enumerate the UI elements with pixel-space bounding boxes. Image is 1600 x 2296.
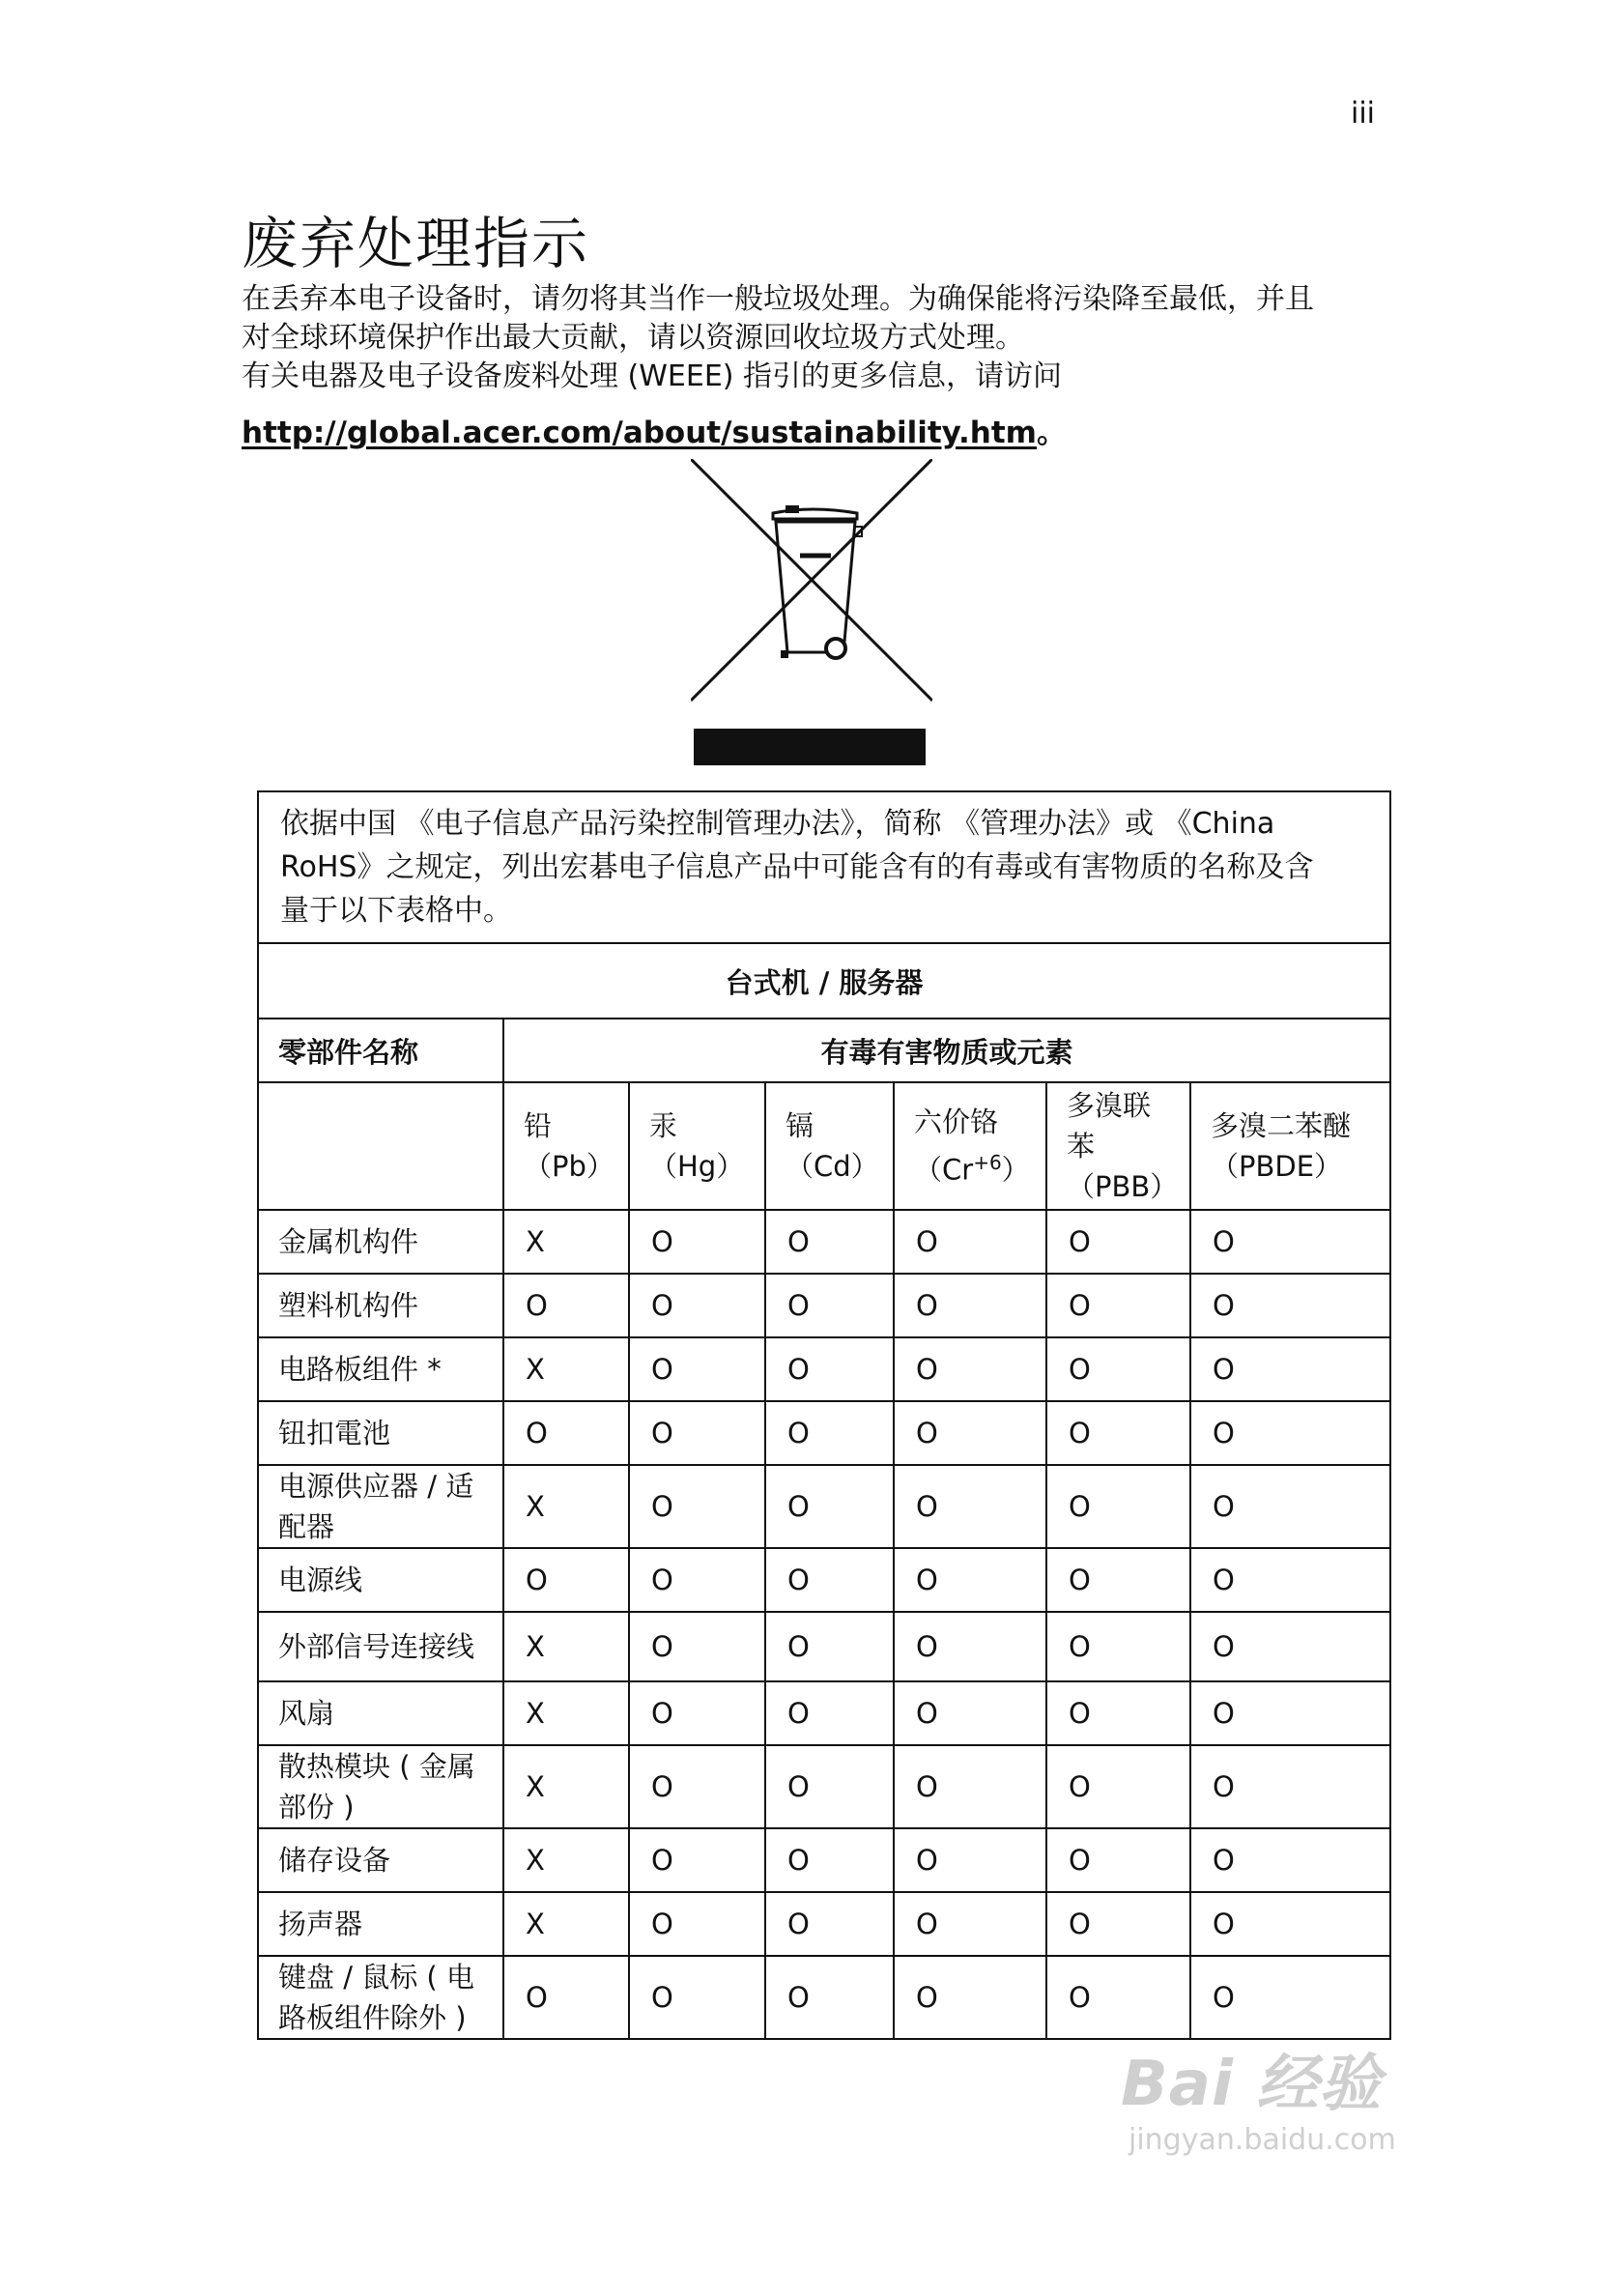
substance-value-cell: O xyxy=(1046,1401,1190,1465)
substance-value-cell: O xyxy=(1046,1548,1190,1612)
table-body xyxy=(258,1210,1390,2039)
substance-value-cell: X xyxy=(503,1745,629,1828)
table-row xyxy=(258,1548,1390,1612)
col-header-pb xyxy=(503,1082,629,1210)
substance-value-cell: O xyxy=(1046,1612,1190,1681)
substance-value-cell: X xyxy=(503,1337,629,1401)
substance-value-cell: O xyxy=(1190,1274,1390,1337)
col-symbol: （Cd） xyxy=(786,1150,879,1183)
substance-value-cell: O xyxy=(1190,1612,1390,1681)
substance-value-cell: O xyxy=(629,1612,765,1681)
substance-value-cell: O xyxy=(894,1745,1046,1828)
part-name-header: 零部件名称 xyxy=(258,1019,503,1082)
substance-value-cell: O xyxy=(1190,1956,1390,2039)
link-line xyxy=(242,408,1067,451)
hazardous-substances-table xyxy=(257,790,1391,2040)
substance-value-cell: O xyxy=(765,1274,894,1337)
link-suffix: 。 xyxy=(1036,416,1067,450)
substance-value-cell: O xyxy=(1046,1210,1190,1274)
substance-value-cell: O xyxy=(503,1274,629,1337)
part-name-cell: 扬声器 xyxy=(258,1892,503,1956)
substance-value-cell: O xyxy=(765,1612,894,1681)
table-intro-line-2: RoHS》之规定，列出宏碁电子信息产品中可能含有的有毒或有害物质的名称及含 xyxy=(280,850,1314,884)
part-name-cell: 金属机构件 xyxy=(258,1210,503,1274)
substance-value-cell: O xyxy=(894,1274,1046,1337)
part-name-cell: 电源线 xyxy=(258,1548,503,1612)
page-title: 废弃处理指示 xyxy=(242,211,590,276)
col-superscript: +6 xyxy=(973,1151,1002,1175)
substance-value-cell: O xyxy=(894,1401,1046,1465)
substance-value-cell: O xyxy=(503,1548,629,1612)
substance-value-cell: O xyxy=(1190,1745,1390,1828)
substance-value-cell: O xyxy=(1190,1337,1390,1401)
part-name-cell: 外部信号连接线 xyxy=(258,1612,503,1681)
col-name: 六价铬 xyxy=(914,1105,999,1139)
col-name: 汞 xyxy=(649,1109,678,1142)
substance-value-cell: O xyxy=(1046,1745,1190,1828)
table-row xyxy=(258,1681,1390,1745)
substance-value-cell: O xyxy=(629,1337,765,1401)
substance-value-cell: O xyxy=(765,1892,894,1956)
table-row xyxy=(258,1401,1390,1465)
weee-crossed-bin-icon xyxy=(691,459,932,710)
substance-header: 有毒有害物质或元素 xyxy=(503,1019,1390,1082)
substance-value-cell: X xyxy=(503,1828,629,1892)
part-name-cell: 电路板组件 * xyxy=(258,1337,503,1401)
table-row xyxy=(258,1745,1390,1828)
substance-value-cell: O xyxy=(894,1337,1046,1401)
substance-value-cell: O xyxy=(629,1828,765,1892)
substance-value-cell: O xyxy=(1190,1681,1390,1745)
table-row xyxy=(258,1274,1390,1337)
table-row xyxy=(258,1956,1390,2039)
part-name-cell: 塑料机构件 xyxy=(258,1274,503,1337)
part-name-cell: 钮扣電池 xyxy=(258,1401,503,1465)
col-symbol xyxy=(914,1142,1030,1191)
substance-value-cell: O xyxy=(1046,1892,1190,1956)
substance-value-cell: O xyxy=(1190,1548,1390,1612)
col-name: 镉 xyxy=(786,1109,814,1142)
col-name: 多溴二苯醚 xyxy=(1211,1109,1352,1142)
substance-value-cell: O xyxy=(629,1548,765,1612)
part-name-cell: 散热模块 ( 金属部份 ) xyxy=(258,1745,503,1828)
col-symbol: （PBB） xyxy=(1067,1170,1179,1203)
empty-header-cell xyxy=(258,1082,503,1210)
col-header-hg xyxy=(629,1082,765,1210)
col-name: 多溴联苯 xyxy=(1067,1089,1152,1162)
substance-value-cell: X xyxy=(503,1612,629,1681)
table-intro xyxy=(258,791,1390,943)
substance-value-cell: O xyxy=(894,1828,1046,1892)
paragraph-line-3: 有关电器及电子设备废料处理 (WEEE) 指引的更多信息，请访问 xyxy=(242,359,1063,393)
substance-value-cell: O xyxy=(894,1956,1046,2039)
substance-value-cell: O xyxy=(629,1465,765,1548)
col-symbol: （Pb） xyxy=(524,1150,614,1183)
substance-value-cell: O xyxy=(894,1548,1046,1612)
substance-value-cell: X xyxy=(503,1892,629,1956)
table-intro-line-1: 依据中国 《电子信息产品污染控制管理办法》，简称 《管理办法》或 《China xyxy=(280,807,1275,841)
substance-value-cell: O xyxy=(1046,1274,1190,1337)
substance-value-cell: O xyxy=(894,1681,1046,1745)
substance-value-cell: O xyxy=(1190,1401,1390,1465)
table-row xyxy=(258,1892,1390,1956)
table-row xyxy=(258,1612,1390,1681)
part-name-cell: 电源供应器 / 适配器 xyxy=(258,1465,503,1548)
substance-value-cell: O xyxy=(765,1828,894,1892)
substance-value-cell: O xyxy=(765,1681,894,1745)
substance-value-cell: X xyxy=(503,1210,629,1274)
substance-value-cell: O xyxy=(503,1956,629,2039)
substance-value-cell: O xyxy=(629,1210,765,1274)
part-name-cell: 键盘 / 鼠标 ( 电路板组件除外 ) xyxy=(258,1956,503,2039)
table-row xyxy=(258,1210,1390,1274)
baidu-watermark xyxy=(1121,2034,1396,2157)
paragraph-line-2: 对全球环境保护作出最大贡献，请以资源回收垃圾方式处理。 xyxy=(242,321,1024,355)
substance-value-cell: O xyxy=(765,1956,894,2039)
table-row xyxy=(258,1337,1390,1401)
part-name-cell: 风扇 xyxy=(258,1681,503,1745)
col-name: 铅 xyxy=(524,1109,553,1142)
substance-value-cell: O xyxy=(765,1401,894,1465)
substance-value-cell: X xyxy=(503,1681,629,1745)
substance-value-cell: O xyxy=(765,1337,894,1401)
watermark-main: Bai 经验 xyxy=(1121,2049,1383,2120)
substance-value-cell: O xyxy=(629,1956,765,2039)
substance-value-cell: O xyxy=(629,1274,765,1337)
substance-value-cell: O xyxy=(765,1465,894,1548)
col-header-cr6 xyxy=(894,1082,1046,1210)
col-header-pbde xyxy=(1190,1082,1390,1210)
paragraph-line-1: 在丢弃本电子设备时，请勿将其当作一般垃圾处理。为确保能将污染降至最低，并且 xyxy=(242,282,1314,316)
substance-value-cell: O xyxy=(1190,1210,1390,1274)
col-header-cd xyxy=(765,1082,894,1210)
part-name-cell: 储存设备 xyxy=(258,1828,503,1892)
table-section-title: 台式机 / 服务器 xyxy=(258,943,1390,1019)
table-row xyxy=(258,1828,1390,1892)
substance-value-cell: O xyxy=(629,1892,765,1956)
substance-value-cell: O xyxy=(765,1210,894,1274)
substance-value-cell: O xyxy=(894,1892,1046,1956)
substance-value-cell: O xyxy=(1190,1465,1390,1548)
weee-black-bar xyxy=(694,729,926,765)
substance-value-cell: O xyxy=(765,1548,894,1612)
table-intro-line-3: 量于以下表格中。 xyxy=(280,894,512,928)
substance-value-cell: O xyxy=(629,1401,765,1465)
col-symbol: （Hg） xyxy=(649,1150,745,1183)
substance-value-cell: O xyxy=(629,1745,765,1828)
col-symbol: （PBDE） xyxy=(1211,1150,1343,1183)
substance-value-cell: O xyxy=(1046,1681,1190,1745)
substance-value-cell: O xyxy=(503,1401,629,1465)
substance-value-cell: X xyxy=(503,1465,629,1548)
substance-value-cell: O xyxy=(1046,1828,1190,1892)
substance-value-cell: O xyxy=(1190,1892,1390,1956)
table-row xyxy=(258,1465,1390,1548)
page-number: iii xyxy=(1351,97,1376,130)
substance-value-cell: O xyxy=(765,1745,894,1828)
substance-value-cell: O xyxy=(1046,1465,1190,1548)
col-symbol-end: ） xyxy=(1001,1153,1030,1187)
watermark-sub: jingyan.baidu.com xyxy=(1129,2123,1396,2157)
substance-value-cell: O xyxy=(894,1210,1046,1274)
substance-value-cell: O xyxy=(629,1681,765,1745)
substance-value-cell: O xyxy=(1046,1337,1190,1401)
sustainability-link[interactable]: http://global.acer.com/about/sustainability.htm xyxy=(242,416,1037,450)
substance-value-cell: O xyxy=(1046,1956,1190,2039)
col-header-pbb xyxy=(1046,1082,1190,1210)
substance-value-cell: O xyxy=(894,1465,1046,1548)
substance-value-cell: O xyxy=(894,1612,1046,1681)
substance-value-cell: O xyxy=(1190,1828,1390,1892)
col-symbol-start: （Cr xyxy=(914,1153,974,1187)
